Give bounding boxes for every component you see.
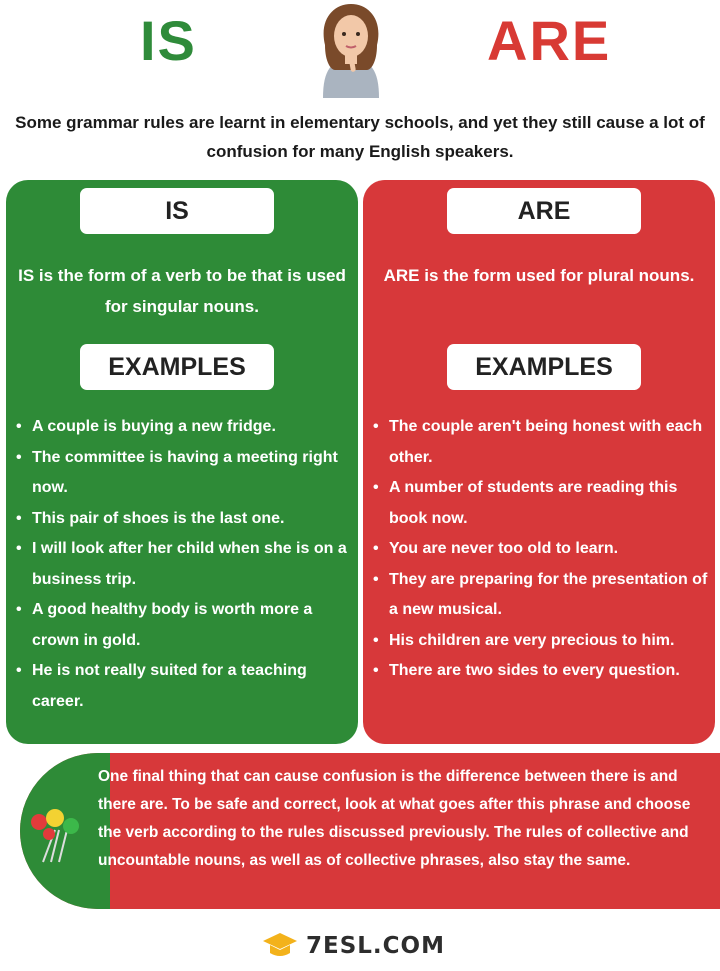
intro-text: Some grammar rules are learnt in elementary schools, and yet they still cause a lot of confusion for many English speakers.: [15, 113, 705, 161]
list-item: • There are two sides to every question.: [373, 656, 711, 687]
is-panel: [6, 180, 358, 744]
list-item: • A number of students are reading this book now.: [373, 473, 711, 534]
logo-text: 7ESL.COM: [306, 933, 445, 959]
are-examples-list: [373, 412, 711, 687]
list-item: • The couple aren't being honest with each other.: [373, 412, 711, 473]
thinking-woman-image: [305, 0, 397, 98]
is-examples-list: [16, 412, 354, 717]
note-text: One final thing that can cause confusion is the difference between there is and there are. To be safe and correct, look at what goes after this phrase and choose the verb according to the rules discussed previously. The rules of collective and uncountable nouns, as well as of collective phrases, also stay the same.: [98, 768, 691, 869]
list-item: • I will look after her child when she is on a business trip.: [16, 534, 354, 595]
brand-logo: [262, 928, 462, 964]
are-examples-heading: EXAMPLES: [447, 344, 641, 390]
are-title: ARE: [487, 9, 612, 72]
list-item: • A good healthy body is worth more a crown in gold.: [16, 595, 354, 656]
list-item: • They are preparing for the presentation of a new musical.: [373, 565, 711, 626]
list-item: • He is not really suited for a teaching career.: [16, 656, 354, 717]
list-item: • This pair of shoes is the last one.: [16, 504, 354, 535]
are-definition: ARE is the form used for plural nouns.: [383, 266, 695, 285]
list-item: • The committee is having a meeting right now.: [16, 443, 354, 504]
is-definition: IS is the form of a verb to be that is used for singular nouns.: [18, 266, 346, 316]
list-item: • His children are very precious to him.: [373, 626, 711, 657]
is-panel-heading: IS: [80, 188, 274, 234]
graduation-cap-icon: [262, 931, 298, 961]
is-title: IS: [140, 9, 197, 72]
list-item: • A couple is buying a new fridge.: [16, 412, 354, 443]
is-examples-heading: EXAMPLES: [80, 344, 274, 390]
push-pins-icon: [25, 800, 89, 864]
are-panel: [363, 180, 715, 744]
list-item: • You are never too old to learn.: [373, 534, 711, 565]
are-panel-heading: ARE: [447, 188, 641, 234]
